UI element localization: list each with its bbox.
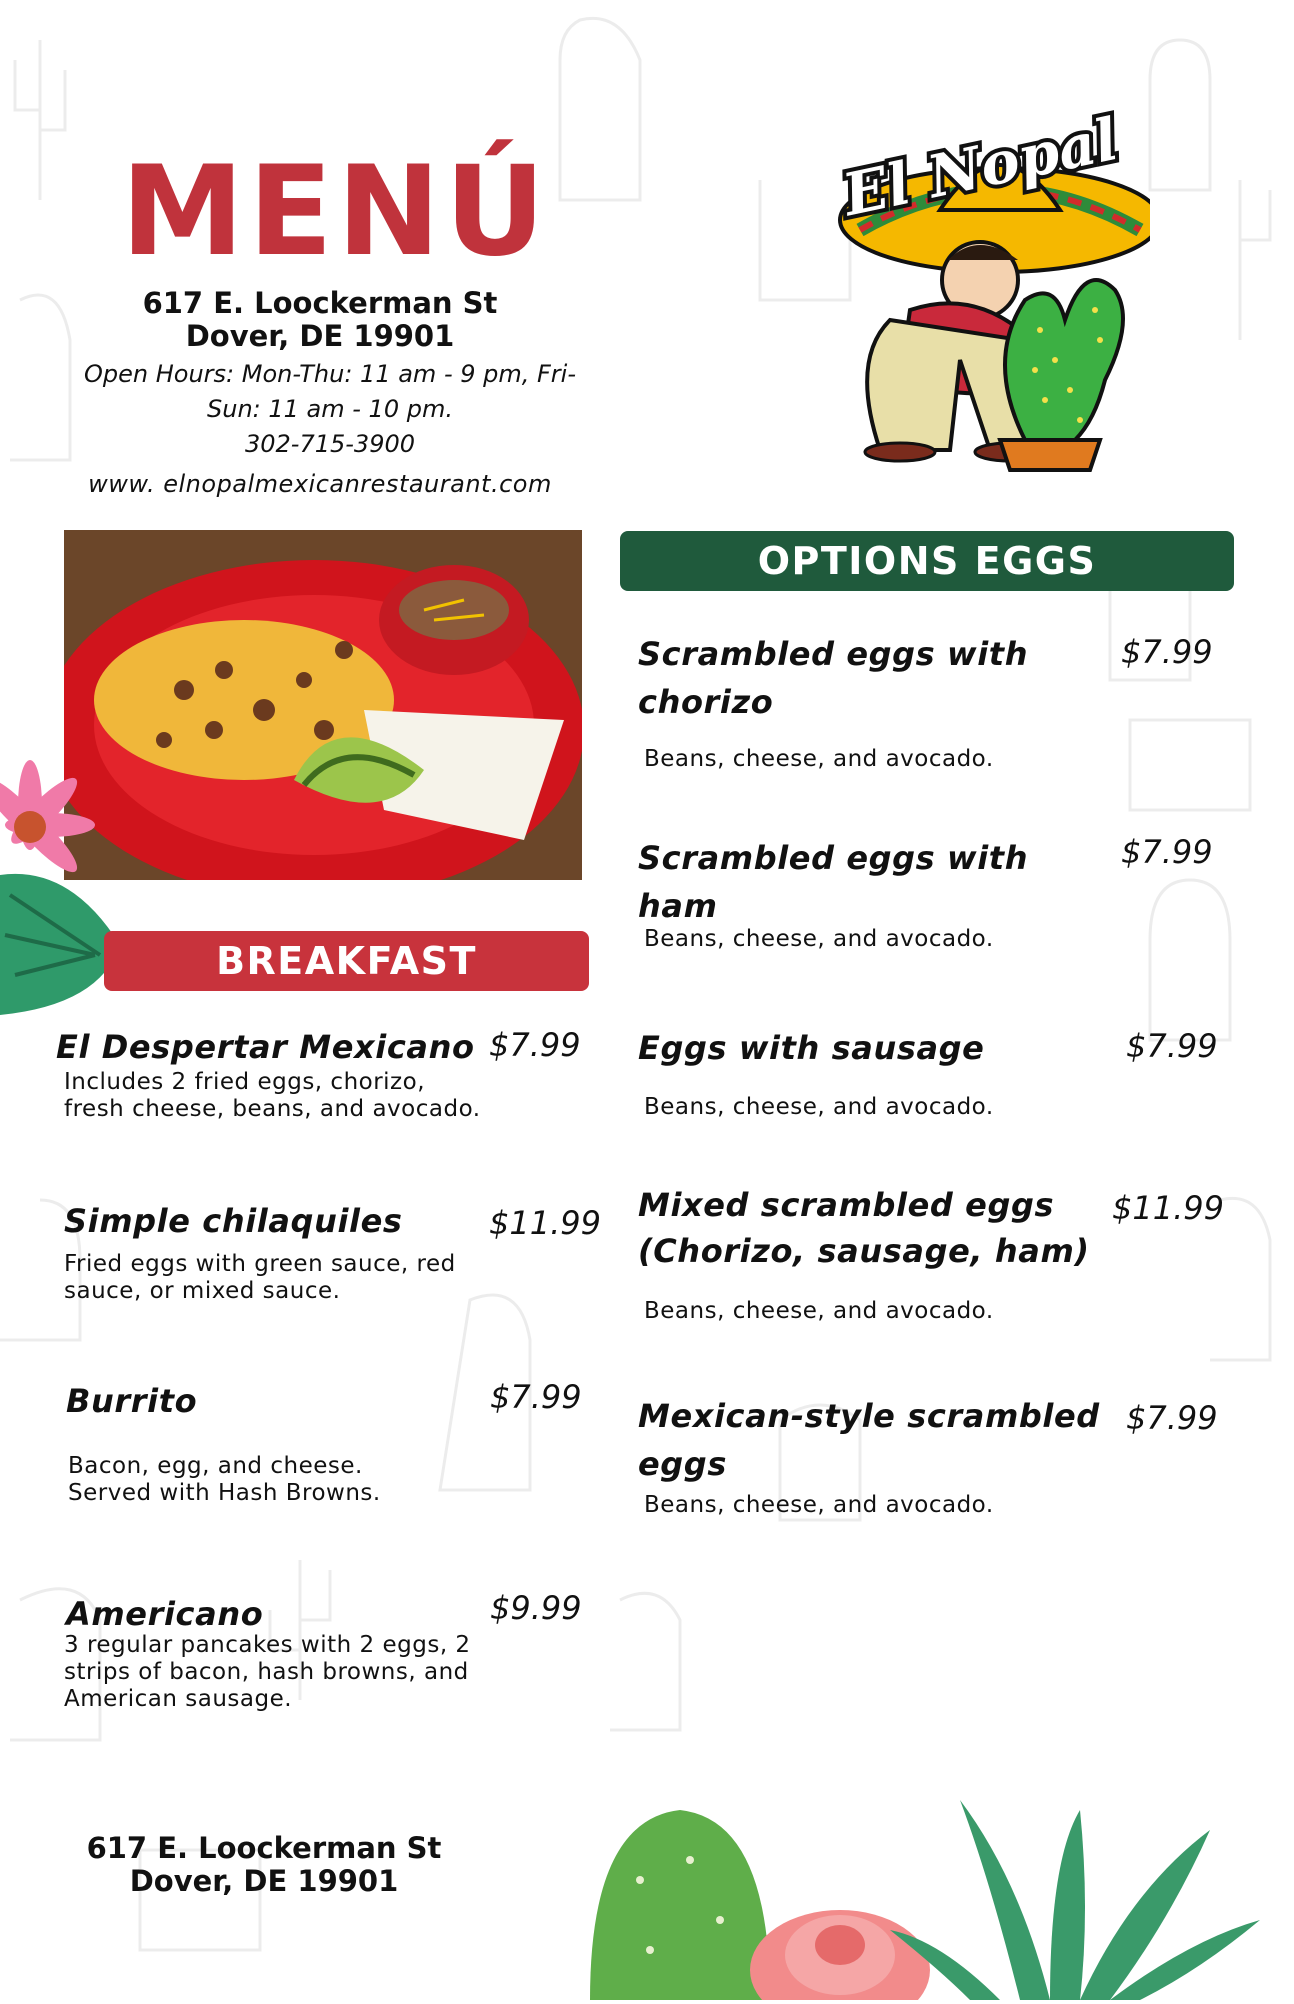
list-item xyxy=(638,630,1228,773)
item-description: Beans, cheese, and avocado. xyxy=(644,1094,994,1120)
item-description-line2: Served with Hash Browns. xyxy=(68,1480,381,1506)
open-hours-line2: Sun: 11 am - 10 pm. xyxy=(207,395,453,423)
item-description-line1: Includes 2 fried eggs, chorizo, xyxy=(64,1069,426,1095)
list-item xyxy=(638,834,1228,953)
item-description-line2: sauce, or mixed sauce. xyxy=(64,1278,341,1304)
item-description xyxy=(64,1251,596,1305)
footer-address-line1: 617 E. Loockerman St xyxy=(86,1831,442,1865)
list-item xyxy=(66,1377,596,1507)
item-name-line2: (Chorizo, sausage, ham) xyxy=(638,1232,1090,1270)
item-description-line2: strips of bacon, hash browns, and xyxy=(64,1659,469,1685)
bottom-cactus-illustration xyxy=(580,1780,1294,2000)
item-price: $7.99 xyxy=(1121,833,1213,871)
item-name-line1: Mixed scrambled eggs xyxy=(638,1186,1055,1224)
breakfast-heading: BREAKFAST xyxy=(104,931,589,991)
item-name-line1: Scrambled eggs with xyxy=(638,635,1029,673)
phone-number: 302-715-3900 xyxy=(244,430,415,458)
footer-address xyxy=(64,1832,464,1898)
list-item xyxy=(66,1590,596,1713)
list-item xyxy=(64,1197,601,1305)
open-hours-line1: Open Hours: Mon-Thu: 11 am - 9 pm, Fri- xyxy=(83,360,576,388)
item-description xyxy=(64,1069,596,1123)
footer-address-line2: Dover, DE 19901 xyxy=(129,1864,399,1898)
item-description: Beans, cheese, and avocado. xyxy=(644,1492,994,1518)
list-item xyxy=(56,1023,596,1123)
item-description-line1: Bacon, egg, and cheese. xyxy=(68,1453,363,1479)
item-name: Americano xyxy=(66,1595,264,1633)
item-price: $7.99 xyxy=(490,1378,582,1416)
item-name-line2: chorizo xyxy=(638,683,774,721)
item-price: $7.99 xyxy=(1126,1399,1218,1437)
item-name: El Despertar Mexicano xyxy=(56,1028,475,1066)
list-item xyxy=(638,1024,1228,1121)
item-name-line1: Mexican-style scrambled xyxy=(638,1397,1100,1435)
item-price: $11.99 xyxy=(489,1204,601,1242)
header-address-line1: 617 E. Loockerman St xyxy=(142,286,498,320)
menu-title: MENÚ xyxy=(120,140,550,284)
header-address xyxy=(120,287,520,353)
item-description xyxy=(64,1632,596,1713)
open-hours xyxy=(40,357,620,462)
logo-text: El Nopal xyxy=(837,104,1124,230)
options-eggs-heading: OPTIONS EGGS xyxy=(620,531,1234,591)
item-description-line1: 3 regular pancakes with 2 eggs, 2 xyxy=(64,1632,471,1658)
item-description: Beans, cheese, and avocado. xyxy=(644,926,994,952)
item-price: $7.99 xyxy=(489,1026,581,1064)
item-price: $9.99 xyxy=(490,1589,582,1627)
header-address-line2: Dover, DE 19901 xyxy=(185,319,455,353)
item-description-line3: American sausage. xyxy=(64,1686,293,1712)
item-description: Beans, cheese, and avocado. xyxy=(644,746,994,772)
item-name-line1: Scrambled eggs with xyxy=(638,839,1029,877)
breakfast-plate-photo xyxy=(64,530,582,880)
item-description: Beans, cheese, and avocado. xyxy=(644,1298,994,1324)
item-name: Burrito xyxy=(66,1382,198,1420)
item-name-line2: ham xyxy=(638,887,718,925)
item-name-line1: Eggs with sausage xyxy=(638,1029,985,1067)
item-description xyxy=(68,1453,596,1507)
item-price: $7.99 xyxy=(1121,633,1213,671)
item-name-line2: eggs xyxy=(638,1445,727,1483)
item-price: $11.99 xyxy=(1112,1189,1224,1227)
item-description-line1: Fried eggs with green sauce, red xyxy=(64,1251,456,1277)
el-nopal-logo-icon xyxy=(830,80,1150,500)
el-nopal-logo xyxy=(830,80,1150,500)
list-item xyxy=(638,1392,1228,1519)
item-name: Simple chilaquiles xyxy=(64,1202,403,1240)
website: www. elnopalmexicanrestaurant.com xyxy=(88,470,552,498)
item-price: $7.99 xyxy=(1126,1027,1218,1065)
list-item xyxy=(638,1182,1228,1325)
item-description-line2: fresh cheese, beans, and avocado. xyxy=(64,1096,481,1122)
